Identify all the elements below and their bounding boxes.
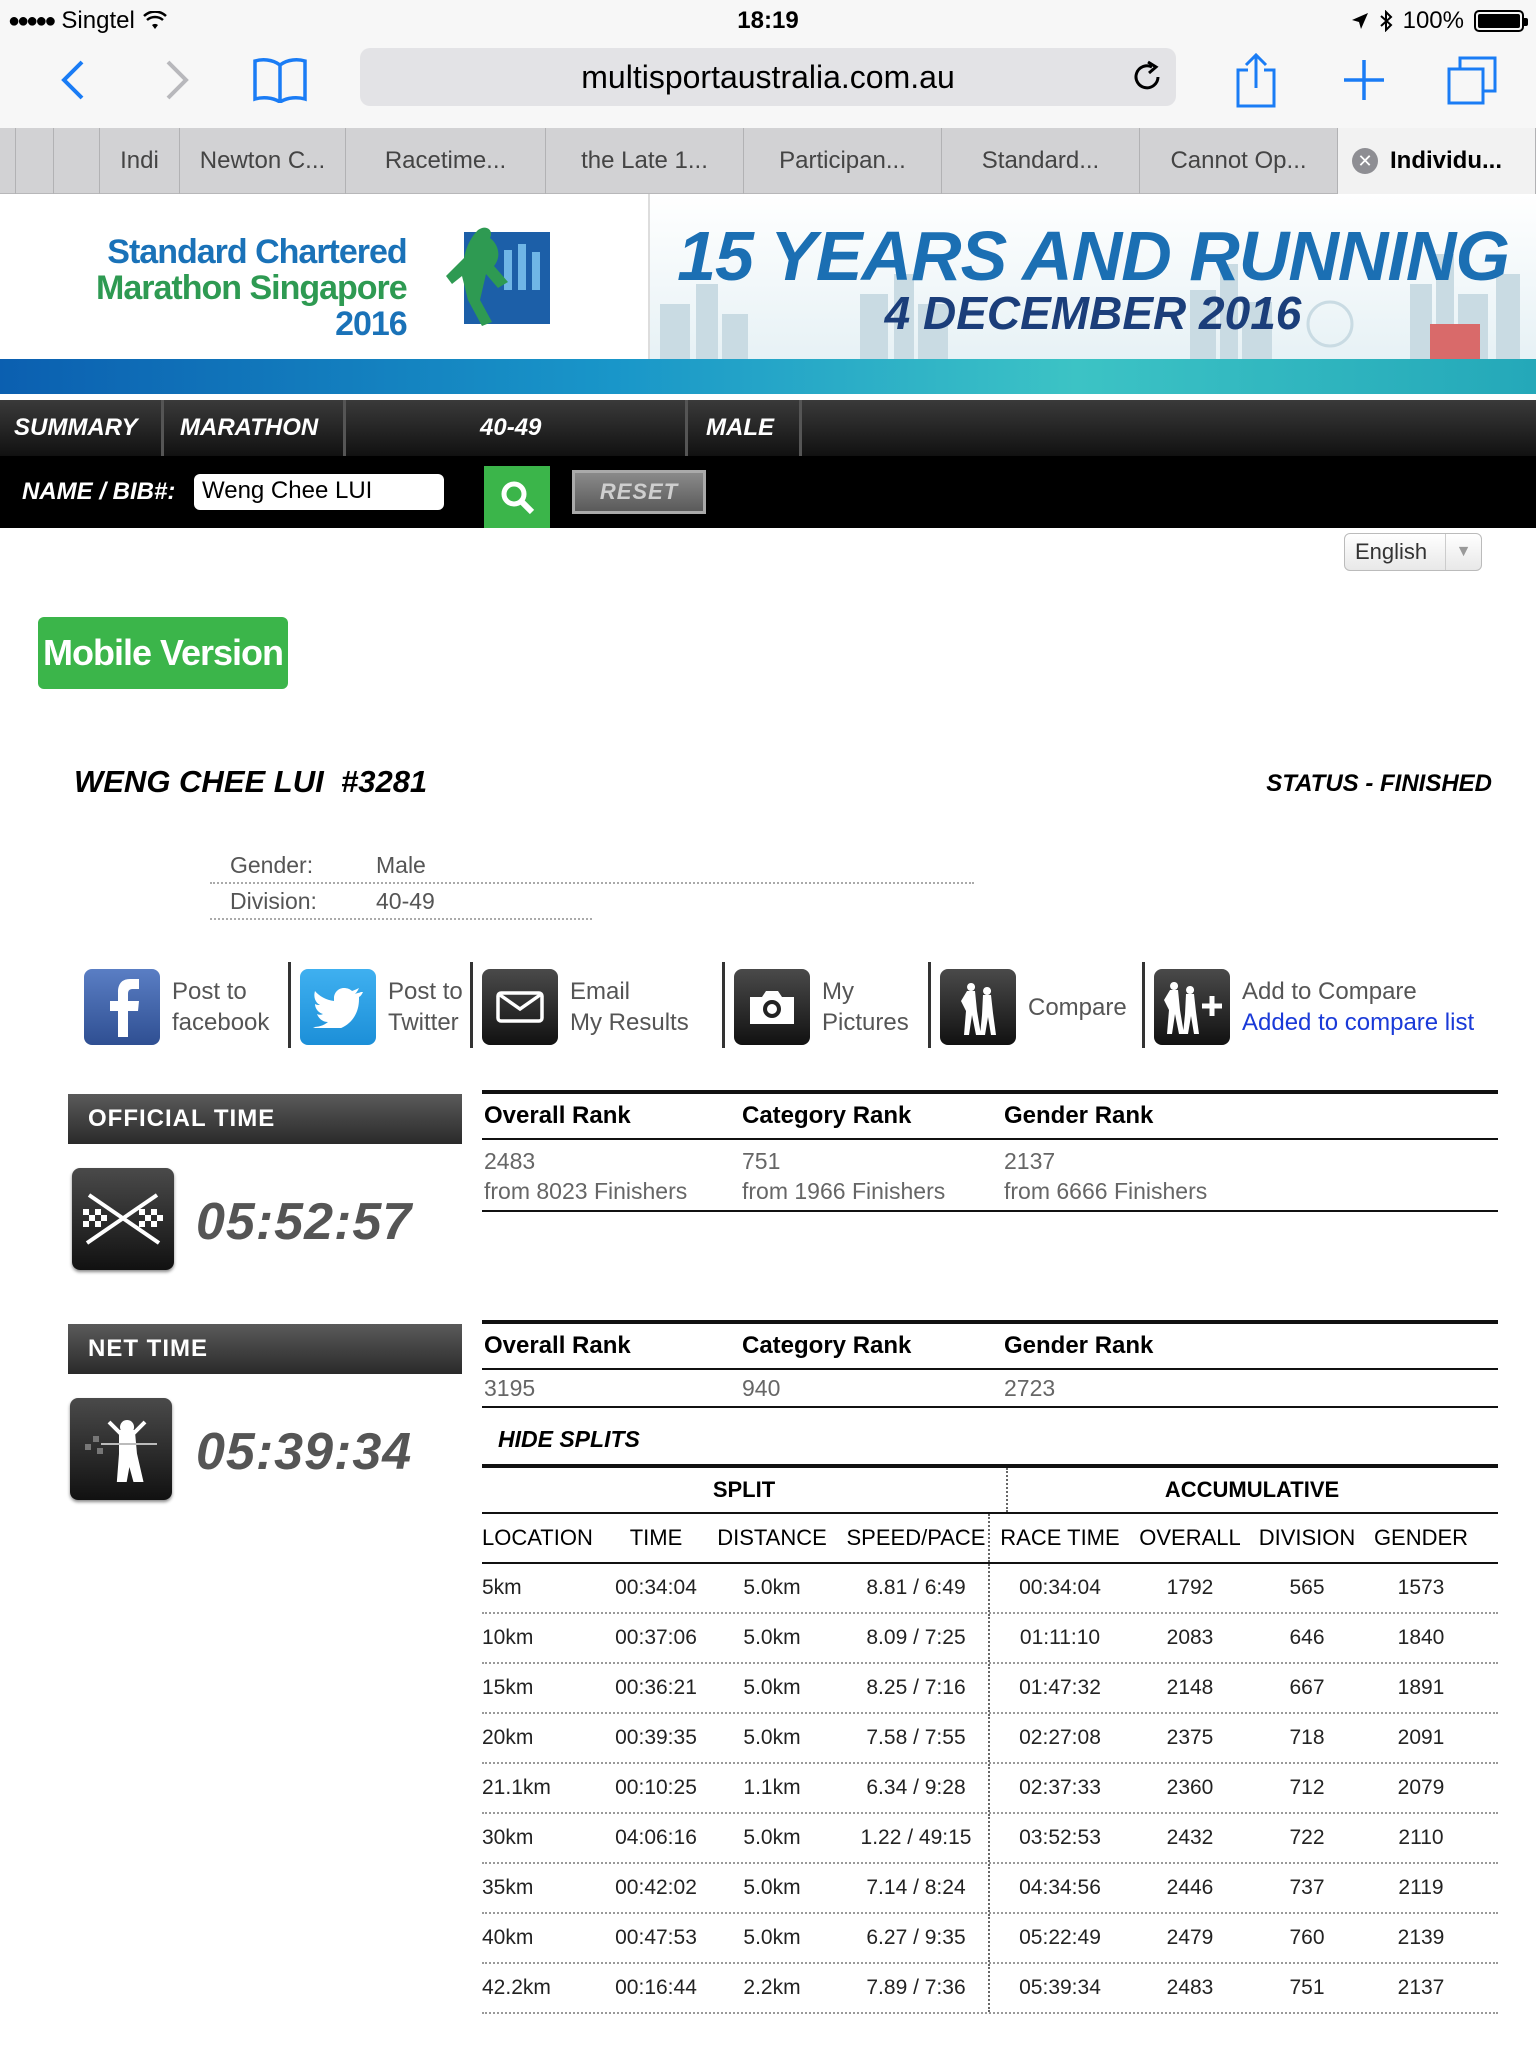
- split-gender-cell: 2119: [1398, 1876, 1444, 1899]
- split-division-cell: 667: [1289, 1676, 1325, 1699]
- chevron-down-icon: ▼: [1445, 534, 1481, 570]
- split-division-cell: 718: [1289, 1726, 1325, 1749]
- split-distance-cell: 1.1km: [743, 1776, 801, 1799]
- clock: 18:19: [737, 7, 799, 34]
- compare-button[interactable]: Compare: [940, 962, 1127, 1052]
- split-distance-cell: 5.0km: [743, 1676, 801, 1699]
- split-speed-cell: 8.25 / 7:16: [844, 1664, 990, 1712]
- finish-status: STATUS - FINISHED: [1266, 770, 1492, 797]
- split-row: [482, 1564, 1498, 1614]
- reset-button[interactable]: RESET: [572, 470, 706, 514]
- gender-row: Gender: Male: [210, 848, 974, 884]
- split-overall-cell: 2360: [1166, 1776, 1214, 1799]
- split-distance-cell: 2.2km: [743, 1976, 801, 1999]
- checkered-flags-icon: [72, 1168, 174, 1270]
- split-division-cell: 751: [1289, 1976, 1325, 1999]
- battery-percent: 100%: [1402, 7, 1464, 34]
- split-location-cell: 10km: [482, 1626, 534, 1649]
- tab-individual[interactable]: ✕ Individu...: [1338, 128, 1536, 194]
- split-gender-cell: 2139: [1397, 1926, 1445, 1949]
- split-row: [482, 1764, 1498, 1814]
- nav-gender[interactable]: MALE: [688, 400, 802, 456]
- tab-newton[interactable]: Newton C...: [180, 128, 346, 194]
- split-gender-cell: 2110: [1398, 1826, 1444, 1849]
- split-speed-cell: 6.34 / 9:28: [844, 1764, 990, 1812]
- plus-icon: [1342, 58, 1386, 102]
- add-compare-icon: [1154, 969, 1230, 1045]
- envelope-icon: [482, 969, 558, 1045]
- tab-stack-edge[interactable]: [0, 128, 16, 194]
- split-location-cell: 42.2km: [482, 1976, 551, 1999]
- split-overall-cell: 2148: [1166, 1676, 1214, 1699]
- split-overall-cell: 2083: [1166, 1626, 1214, 1649]
- split-gender-cell: 2091: [1397, 1726, 1445, 1749]
- split-speed-cell: 1.22 / 49:15: [844, 1814, 990, 1862]
- splits-column-headers: LOCATION TIME DISTANCE SPEED/PACE RACE TIME OVERALL DIVISION GENDER: [482, 1514, 1498, 1564]
- split-row: [482, 1914, 1498, 1964]
- carrier-name: Singtel: [61, 7, 135, 34]
- tabs-overview-button[interactable]: [1442, 50, 1502, 110]
- split-time-cell: 00:10:25: [615, 1776, 697, 1799]
- split-distance-cell: 5.0km: [743, 1926, 801, 1949]
- results-nav: [0, 400, 1536, 456]
- search-button[interactable]: [484, 466, 550, 528]
- split-location-cell: 15km: [482, 1676, 534, 1699]
- split-row: [482, 1814, 1498, 1864]
- chevron-left-icon: [58, 58, 86, 102]
- tab-cannot-open[interactable]: Cannot Op...: [1140, 128, 1338, 194]
- split-time-cell: 00:47:53: [615, 1926, 697, 1949]
- finish-line-runner-icon: [70, 1398, 172, 1500]
- email-results-button[interactable]: Email My Results: [482, 962, 689, 1052]
- split-distance-cell: 5.0km: [743, 1876, 801, 1899]
- tab-standard[interactable]: Standard...: [942, 128, 1140, 194]
- tab-stack-edge[interactable]: [16, 128, 54, 194]
- split-gender-cell: 2079: [1397, 1776, 1445, 1799]
- split-row: [482, 1664, 1498, 1714]
- split-race-time-cell: 02:27:08: [1019, 1726, 1101, 1749]
- net-time-header: NET TIME: [68, 1324, 462, 1374]
- official-time-value: 05:52:57: [196, 1193, 413, 1251]
- split-row: [482, 1964, 1498, 2014]
- split-division-cell: 737: [1289, 1876, 1325, 1899]
- split-time-cell: 00:34:04: [615, 1576, 697, 1599]
- status-bar: [0, 0, 1536, 40]
- splits-table: [482, 1464, 1498, 2014]
- hide-splits-toggle[interactable]: HIDE SPLITS: [498, 1426, 640, 1452]
- split-distance-cell: 5.0km: [743, 1576, 801, 1599]
- split-gender-cell: 2137: [1397, 1976, 1445, 1999]
- banner-date: 4 DECEMBER 2016: [884, 287, 1302, 339]
- add-to-compare-button[interactable]: [1154, 962, 1474, 1052]
- tabs-icon: [1446, 55, 1498, 105]
- mobile-version-button[interactable]: Mobile Version: [38, 617, 288, 689]
- split-group-header: SPLIT: [482, 1468, 1008, 1512]
- split-speed-cell: 7.89 / 7:36: [844, 1964, 990, 2012]
- split-race-time-cell: 05:22:49: [1019, 1926, 1101, 1949]
- split-division-cell: 565: [1289, 1576, 1325, 1599]
- close-tab-icon[interactable]: ✕: [1352, 148, 1378, 174]
- tab-racetime[interactable]: Racetime...: [346, 128, 546, 194]
- name-bib-input[interactable]: Weng Chee LUI: [194, 474, 444, 510]
- nav-event[interactable]: MARATHON: [164, 400, 346, 456]
- split-time-cell: 00:42:02: [615, 1876, 697, 1899]
- tab-indi[interactable]: Indi: [100, 128, 180, 194]
- split-division-cell: 712: [1289, 1776, 1325, 1799]
- split-race-time-cell: 02:37:33: [1019, 1776, 1101, 1799]
- split-race-time-cell: 01:47:32: [1019, 1676, 1101, 1699]
- post-facebook-button[interactable]: Post to facebook: [84, 962, 269, 1052]
- camera-icon: [734, 969, 810, 1045]
- split-speed-cell: 7.14 / 8:24: [844, 1864, 990, 1912]
- split-location-cell: 30km: [482, 1826, 534, 1849]
- status-right: [1351, 7, 1524, 35]
- url-bar[interactable]: [360, 48, 1176, 106]
- split-race-time-cell: 04:34:56: [1019, 1876, 1101, 1899]
- location-arrow-icon: [1351, 12, 1369, 30]
- runners-compare-icon: [940, 969, 1016, 1045]
- event-logo-text: Standard Chartered Marathon Singapore 2016: [96, 233, 407, 343]
- tab-stack-edge[interactable]: [54, 128, 100, 194]
- split-overall-cell: 1792: [1166, 1576, 1214, 1599]
- split-distance-cell: 5.0km: [743, 1826, 801, 1849]
- split-row: [482, 1714, 1498, 1764]
- nav-division[interactable]: 40-49: [346, 400, 688, 456]
- split-gender-cell: 1840: [1397, 1626, 1445, 1649]
- new-tab-button[interactable]: [1336, 50, 1392, 110]
- split-speed-cell: 6.27 / 9:35: [844, 1914, 990, 1962]
- split-overall-cell: 2432: [1166, 1826, 1214, 1849]
- share-icon: [1234, 52, 1278, 108]
- split-overall-cell: 2483: [1166, 1976, 1214, 1999]
- bookmarks-button[interactable]: [248, 50, 312, 110]
- athlete-name: WENG CHEE LUI #3281: [74, 764, 428, 799]
- reload-icon[interactable]: [1130, 60, 1164, 94]
- browser-toolbar: [0, 40, 1536, 128]
- split-gender-cell: 1573: [1397, 1576, 1445, 1599]
- back-button[interactable]: [44, 50, 100, 110]
- split-race-time-cell: 00:34:04: [1019, 1576, 1101, 1599]
- split-overall-cell: 2479: [1166, 1926, 1214, 1949]
- split-speed-cell: 7.58 / 7:55: [844, 1714, 990, 1762]
- official-rank-table: Overall Rank Category Rank Gender Rank 2483 from 8023 Finishers 751 from 1966 Finishers 2137 from 6666 Finishers: [482, 1090, 1498, 1212]
- post-twitter-button[interactable]: Post to Twitter: [300, 962, 463, 1052]
- add-to-compare-label: Add to Compare: [1242, 978, 1417, 1005]
- split-row: [482, 1614, 1498, 1664]
- split-race-time-cell: 03:52:53: [1019, 1826, 1101, 1849]
- official-time-header: OFFICIAL TIME: [68, 1094, 462, 1144]
- book-icon: [252, 57, 308, 103]
- accumulative-group-header: ACCUMULATIVE: [1164, 1477, 1340, 1502]
- split-distance-cell: 5.0km: [743, 1626, 801, 1649]
- split-race-time-cell: 01:11:10: [1019, 1626, 1101, 1649]
- added-to-compare-link[interactable]: Added to compare list: [1242, 1009, 1475, 1036]
- division-row: Division: 40-49: [210, 884, 592, 920]
- net-time-value: 05:39:34: [196, 1423, 413, 1481]
- split-overall-cell: 2446: [1166, 1876, 1214, 1899]
- split-location-cell: 35km: [482, 1876, 534, 1899]
- signal-dots-icon: ●●●●●: [8, 9, 54, 32]
- bluetooth-icon: [1379, 10, 1393, 32]
- official-rank-row: 2483 from 8023 Finishers 751 from 1966 Finishers 2137 from 6666 Finishers: [482, 1140, 1498, 1212]
- battery-icon: [1474, 10, 1524, 32]
- banner-headline: 15 YEARS AND RUNNING: [677, 217, 1509, 295]
- tab-strip: [0, 128, 1536, 194]
- split-time-cell: 00:16:44: [615, 1976, 697, 1999]
- net-rank-table: Overall Rank Category Rank Gender Rank 3195 940 2723: [482, 1320, 1498, 1408]
- split-location-cell: 5km: [482, 1576, 522, 1599]
- share-button[interactable]: [1228, 50, 1284, 110]
- split-time-cell: 00:39:35: [615, 1726, 697, 1749]
- event-banner: [0, 194, 1536, 394]
- runner-logo-icon: [428, 222, 554, 332]
- split-overall-cell: 2375: [1166, 1726, 1214, 1749]
- athlete-bib: #3281: [340, 764, 428, 799]
- split-time-cell: 00:37:06: [615, 1626, 697, 1649]
- search-label: NAME / BIB#:: [22, 478, 176, 505]
- tab-late[interactable]: the Late 1...: [546, 128, 744, 194]
- tab-participant[interactable]: Participan...: [744, 128, 942, 194]
- split-location-cell: 20km: [482, 1726, 534, 1749]
- split-gender-cell: 1891: [1397, 1676, 1445, 1699]
- my-pictures-button[interactable]: My Pictures: [734, 962, 909, 1052]
- nav-summary[interactable]: SUMMARY: [0, 400, 164, 456]
- split-race-time-cell: 05:39:34: [1019, 1976, 1101, 1999]
- search-bar: [0, 456, 1536, 528]
- net-rank-row: 3195 940 2723: [482, 1370, 1498, 1408]
- split-speed-cell: 8.81 / 6:49: [844, 1564, 990, 1612]
- split-division-cell: 760: [1289, 1926, 1325, 1949]
- split-division-cell: 722: [1289, 1826, 1325, 1849]
- split-time-cell: 04:06:16: [615, 1826, 697, 1849]
- share-actions: [84, 962, 1504, 1052]
- chevron-right-icon: [164, 58, 192, 102]
- url-text: multisportaustralia.com.au: [581, 58, 955, 95]
- split-time-cell: 00:36:21: [615, 1676, 697, 1699]
- split-row: [482, 1864, 1498, 1914]
- split-location-cell: 40km: [482, 1926, 534, 1949]
- language-select[interactable]: English ▼: [1344, 533, 1482, 571]
- facebook-icon: [84, 969, 160, 1045]
- split-distance-cell: 5.0km: [743, 1726, 801, 1749]
- split-location-cell: 21.1km: [482, 1776, 551, 1799]
- search-icon: [498, 478, 536, 516]
- forward-button[interactable]: [150, 50, 206, 110]
- twitter-icon: [300, 969, 376, 1045]
- split-speed-cell: 8.09 / 7:25: [844, 1614, 990, 1662]
- split-division-cell: 646: [1289, 1626, 1325, 1649]
- splits-body: [482, 1564, 1498, 2014]
